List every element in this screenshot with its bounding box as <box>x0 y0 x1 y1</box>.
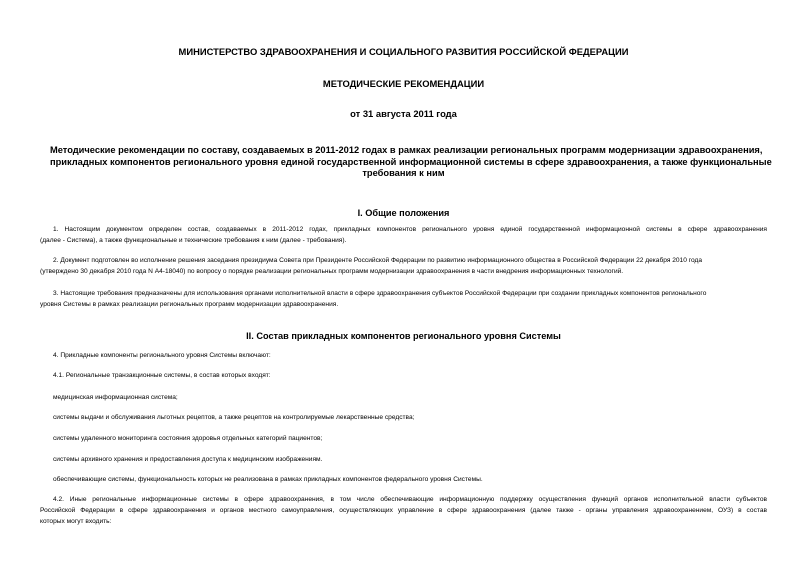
document-type-heading: МЕТОДИЧЕСКИЕ РЕКОМЕНДАЦИИ <box>322 78 485 89</box>
paragraph-3 <box>40 289 767 311</box>
ministry-heading: МИНИСТЕРСТВО ЗДРАВООХРАНЕНИЯ И СОЦИАЛЬНОГО РАЗВИТИЯ РОССИЙСКОЙ ФЕДЕРАЦИИ <box>178 46 629 57</box>
list-item: системы выдачи и обслуживания льготных рецептов, а также рецептов на контролируемые лекарственные средства; <box>53 414 415 421</box>
section-heading-general: I. Общие положения <box>357 208 450 218</box>
list-item: обеспечивающие системы, функциональность которых не реализована в рамках прикладных компонентов федерального уровня Системы. <box>53 476 483 483</box>
paragraph-1 <box>40 225 767 247</box>
paragraph-line: (утверждено 30 декабря 2010 года N А4-18040) по вопросу о порядке реализации региональных программ модернизации здравоохранения в части внедрения информационных технологий. <box>40 267 624 275</box>
paragraph-2 <box>40 256 767 278</box>
paragraph-line: уровня Системы в рамках реализации региональных программ модернизации здравоохранения. <box>40 300 339 308</box>
document-date: от 31 августа 2011 года <box>350 108 457 119</box>
paragraph-line: Российской Федерации в сфере здравоохранения и органов местного самоуправления, осуществляющих управление в сфере здравоохранения (далее также - органы управления здравоохранением, ОУЗ) в состав <box>40 506 767 514</box>
paragraph-line: 4.2. Иные региональные информационные системы в сфере здравоохранения, в том числе обеспечивающие информационную поддержку осуществления функций органов исполнительной власти субъектов <box>53 496 767 503</box>
list-item: системы архивного хранения и предоставления доступа к медицинским изображениям. <box>53 456 323 463</box>
paragraph-line: 1. Настоящим документом определен состав, создаваемых в 2011-2012 годах, прикладных компонентов регионального уровня единой государственной информационной системы в сфере здравоохранения <box>53 226 767 233</box>
paragraph-line: которых могут входить: <box>40 517 112 525</box>
section-heading-composition: II. Состав прикладных компонентов регионального уровня Системы <box>246 331 561 341</box>
paragraph-line: 2. Документ подготовлен во исполнение решения заседания президиума Совета при Президенте Российской Федерации по развитию информационного общества в Российской Федерации 22 декабря 2010 года <box>53 257 703 264</box>
document-title <box>50 145 772 180</box>
paragraph-4-2 <box>40 495 767 527</box>
title-line: Методические рекомендации по составу, создаваемых в 2011-2012 годах в рамках реализации региональных программ модернизации здравоохранения, <box>50 145 763 155</box>
paragraph-4-1: 4.1. Региональные транзакционные системы, в состав которых входят: <box>53 372 271 379</box>
paragraph-line: (далее - Система), а также функциональные и технические требования к ним (далее - требования). <box>40 236 347 244</box>
list-item: медицинская информационная система; <box>53 394 178 401</box>
list-item: системы удаленного мониторинга состояния здоровья отдельных категорий пациентов; <box>53 435 323 442</box>
title-line: прикладных компонентов регионального уровня единой государственной информационной системы в сфере здравоохранения, а также функциональные <box>50 156 772 167</box>
title-line: требования к ним <box>362 168 445 178</box>
paragraph-line: 3. Настоящие требования предназначены для использования органами исполнительной власти в сфере здравоохранения субъектов Российской Федерации при создании прикладных компонентов регионального <box>53 290 707 297</box>
paragraph-4: 4. Прикладные компоненты регионального уровня Системы включают: <box>53 352 271 359</box>
